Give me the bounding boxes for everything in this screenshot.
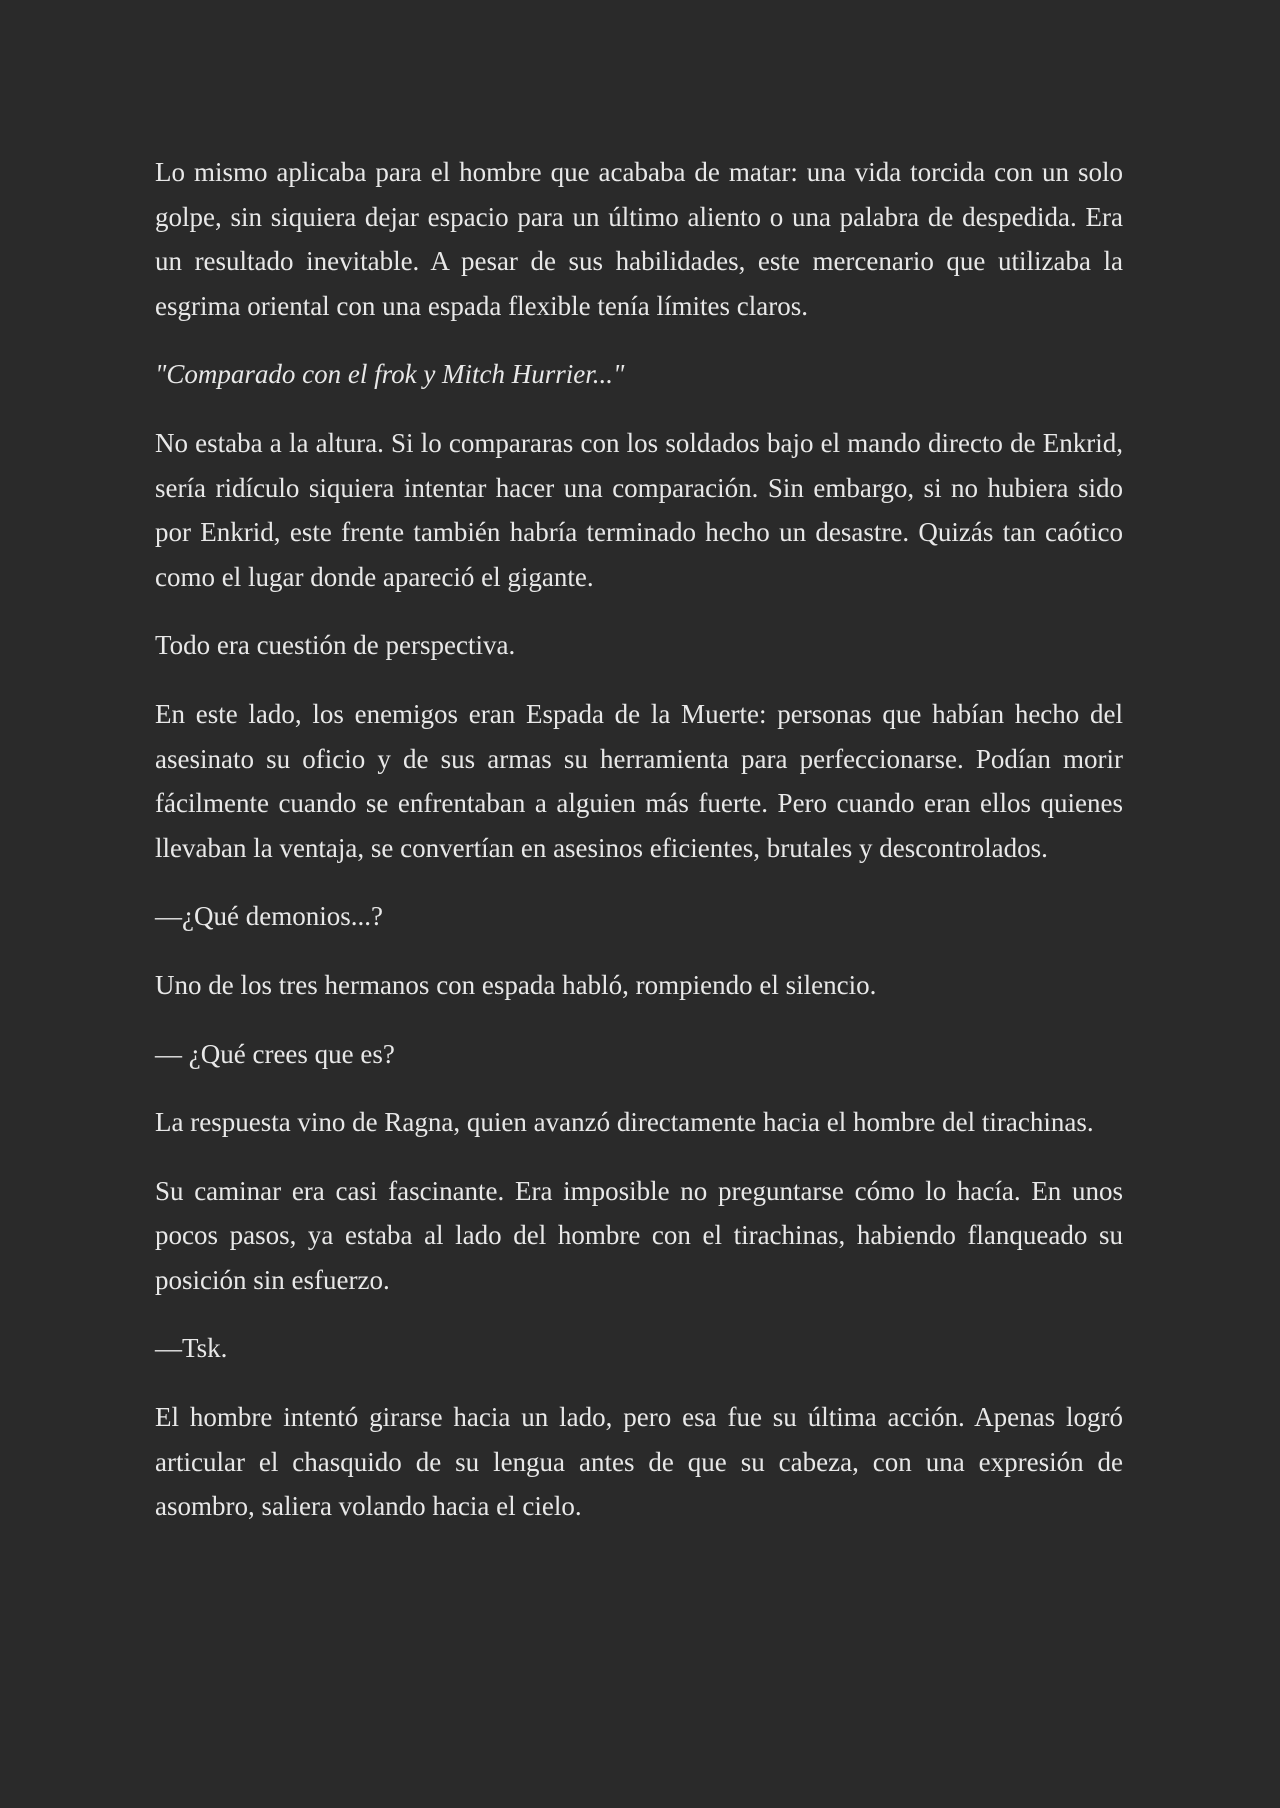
dialogue-line-2: — ¿Qué crees que es? xyxy=(155,1038,395,1069)
paragraph-7: Uno de los tres hermanos con espada habló, rompiendo el silencio. xyxy=(155,969,877,1000)
paragraph-4: Todo era cuestión de perspectiva. xyxy=(155,630,516,661)
paragraph-thought-quote: "Comparado con el frok y Mitch Hurrier..." xyxy=(155,359,625,390)
paragraph-3: No estaba a la altura. Si lo compararas con los soldados bajo el mando directo de Enkrid, sería ridículo siquiera intentar hacer una comparación. Sin embargo, si no hubiera sido por Enkrid, este frente también habría terminado hecho un desastre. Quizás tan caótico como el lugar donde apareció el gigante. xyxy=(155,427,1123,592)
paragraph-12: El hombre intentó girarse hacia un lado, pero esa fue su última acción. Apenas logró articular el chasquido de su lengua antes de que su cabeza, con una expresión de asombro, saliera volando hacia el cielo. xyxy=(155,1402,1123,1522)
paragraph-10: Su caminar era casi fascinante. Era imposible no preguntarse cómo lo hacía. En unos pocos pasos, ya estaba al lado del hombre con el tirachinas, habiendo flanqueado su posición sin esfuerzo. xyxy=(155,1175,1123,1295)
paragraph-9: La respuesta vino de Ragna, quien avanzó directamente hacia el hombre del tirachinas. xyxy=(155,1107,1094,1138)
dialogue-line-3: —Tsk. xyxy=(155,1333,228,1364)
dialogue-line-1: —¿Qué demonios...? xyxy=(155,901,383,932)
paragraph-5: En este lado, los enemigos eran Espada de la Muerte: personas que habían hecho del asesinato su oficio y de sus armas su herramienta para perfeccionarse. Podían morir fácilmente cuando se enfrentaban a alguien más fuerte. Pero cuando eran ellos quienes llevaban la ventaja, se convertían en asesinos eficientes, brutales y descontrolados. xyxy=(155,698,1123,863)
paragraph-1: Lo mismo aplicaba para el hombre que acababa de matar: una vida torcida con un solo golpe, sin siquiera dejar espacio para un último aliento o una palabra de despedida. Era un resultado inevitable. A pesar de sus habilidades, este mercenario que utilizaba la esgrima oriental con una espada flexible tenía límites claros. xyxy=(155,157,1123,321)
